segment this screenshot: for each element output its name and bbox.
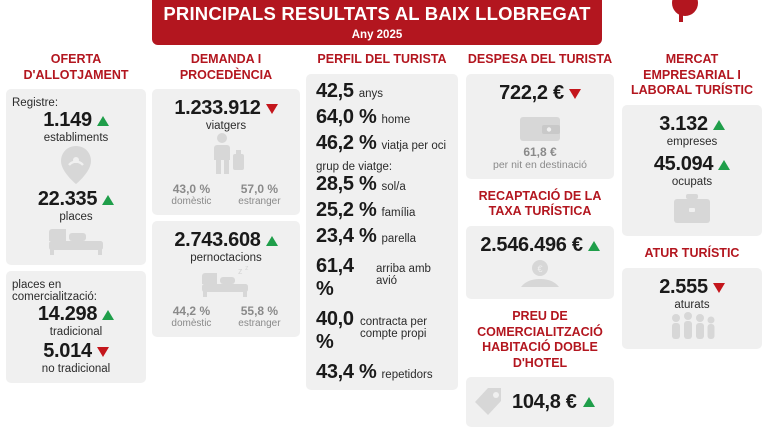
viatgers-value: 1.233.912 — [174, 97, 261, 120]
svg-text:z: z — [245, 265, 249, 273]
repetidors-unit: repetidors — [381, 368, 433, 381]
column-title-preu: PREU DE COMERCIALITZACIÓ HABITACIÓ DOBLE D'HOTEL — [477, 308, 603, 370]
registre-unit: establiments — [43, 132, 109, 145]
trend-down-icon — [266, 104, 278, 114]
column-title-taxa: RECAPTACIÓ DE LA TAXA TURÍSTICA — [478, 188, 602, 219]
empreses-value: 3.132 — [659, 112, 708, 135]
places-unit: places — [59, 211, 93, 224]
split-pct: 55,8 % — [240, 304, 279, 319]
column-despesa-turista — [466, 52, 614, 427]
avio-unit: arriba amb avió — [375, 262, 431, 288]
column-mercat-laboral — [622, 52, 762, 427]
column-title: PERFIL DEL TURISTA — [317, 52, 447, 66]
repetidors-value: 43,4 % — [316, 360, 377, 383]
edat-value: 42,5 — [316, 79, 354, 102]
trend-up-icon — [102, 195, 114, 205]
header-banner — [152, 0, 602, 45]
decorative-dot — [672, 0, 698, 16]
perfil-row — [316, 308, 448, 354]
column-title: MERCAT EMPRESARIAL I LABORAL TURÍSTIC — [631, 52, 753, 98]
avio-value: 61,4 % — [316, 254, 354, 300]
card-atur — [622, 268, 762, 349]
card-perfil — [306, 74, 458, 390]
split-pct: 57,0 % — [240, 182, 279, 197]
split-label: domèstic — [171, 196, 212, 208]
hand-coin-icon — [513, 257, 567, 291]
trend-up-icon — [718, 160, 730, 170]
edat-unit: anys — [358, 87, 384, 100]
people-group-icon — [664, 311, 720, 341]
trend-up-icon — [97, 116, 109, 126]
pernoctacions-value: 2.743.608 — [174, 229, 261, 252]
aturats-unit: aturats — [674, 298, 710, 311]
location-pin-icon — [56, 144, 96, 186]
perfil-row — [316, 132, 448, 155]
comercialitzacio-label: places en comercialització: — [12, 279, 97, 304]
despesa-value: 722,2 € — [499, 81, 564, 104]
decorative-bar — [679, 0, 683, 22]
trend-up-icon — [583, 397, 595, 407]
pernoctacions-unit: pernoctacions — [190, 252, 262, 265]
page-title: PRINCIPALS RESULTATS AL BAIX LLOBREGAT — [163, 3, 591, 25]
wallet-icon — [512, 105, 568, 145]
column-demanda-procedencia — [152, 52, 300, 427]
card-viatgers — [152, 89, 300, 215]
card-mercat — [622, 105, 762, 236]
grup-viatge-label: grup de viatge: — [316, 160, 393, 173]
preu-value: 104,8 € — [512, 390, 577, 413]
tradicional-unit: tradicional — [49, 326, 103, 339]
perfil-row — [316, 225, 448, 248]
column-title: DEMANDA I PROCEDÈNCIA — [179, 52, 273, 82]
oci-value: 46,2 % — [316, 131, 377, 154]
oci-unit: viatja per oci — [381, 139, 447, 152]
perfil-row — [316, 361, 448, 384]
empreses-unit: empreses — [666, 135, 718, 148]
registre-label: Registre: — [12, 97, 59, 110]
card-comercialitzacio — [6, 271, 146, 383]
trend-up-icon — [266, 236, 278, 246]
card-taxa — [466, 226, 614, 299]
trend-up-icon — [588, 241, 600, 251]
parella-value: 23,4 % — [316, 224, 377, 247]
viatgers-unit: viatgers — [205, 120, 247, 133]
column-title: OFERTA D'ALLOTJAMENT — [23, 52, 129, 82]
ocupats-unit: ocupats — [671, 175, 713, 188]
trend-up-icon — [713, 120, 725, 130]
trend-down-icon — [569, 89, 581, 99]
column-title: DESPESA DEL TURISTA — [467, 52, 613, 66]
card-despesa — [466, 74, 614, 179]
column-oferta-allotjament — [6, 52, 146, 427]
contracta-unit: contracta per compte propi — [359, 315, 428, 341]
split-label: domèstic — [171, 318, 212, 330]
perfil-row — [316, 255, 448, 301]
card-pernoctacions — [152, 221, 300, 337]
svg-text:z: z — [238, 266, 243, 277]
no-tradicional-unit: no tradicional — [41, 363, 111, 376]
svg-text:€: € — [537, 263, 543, 274]
trend-down-icon — [97, 347, 109, 357]
perfil-row — [316, 80, 448, 103]
traveler-icon — [206, 132, 246, 178]
split-pct: 43,0 % — [172, 182, 211, 197]
ocupats-value: 45.094 — [653, 152, 714, 175]
sola-unit: sol/a — [381, 180, 406, 193]
split-label: estranger — [238, 318, 281, 330]
viatgers-split — [158, 182, 294, 207]
aturats-value: 2.555 — [659, 275, 708, 298]
sola-value: 28,5 % — [316, 172, 377, 195]
perfil-row — [316, 173, 448, 196]
price-tag-icon — [472, 385, 506, 419]
no-tradicional-value: 5.014 — [43, 340, 92, 363]
registre-value: 1.149 — [43, 109, 92, 132]
card-registre — [6, 89, 146, 265]
contracta-value: 40,0 % — [316, 307, 354, 353]
bed-icon — [47, 223, 105, 257]
familia-unit: família — [381, 206, 416, 219]
trend-up-icon — [102, 310, 114, 320]
card-preu — [466, 377, 614, 427]
split-pct: 44,2 % — [172, 304, 211, 319]
despesa-nit-value: 61,8 € — [523, 144, 557, 159]
home-unit: home — [381, 113, 411, 126]
perfil-row — [316, 106, 448, 129]
home-value: 64,0 % — [316, 105, 377, 128]
column-perfil-turista — [306, 52, 458, 427]
places-value: 22.335 — [37, 188, 98, 211]
pernoctacions-split — [158, 304, 294, 329]
trend-down-icon — [713, 283, 725, 293]
parella-unit: parella — [381, 232, 416, 245]
tradicional-value: 14.298 — [37, 303, 98, 326]
page-subtitle: Any 2025 — [351, 28, 403, 41]
columns-container — [0, 52, 780, 427]
briefcase-icon — [666, 188, 718, 228]
familia-value: 25,2 % — [316, 198, 377, 221]
split-label: estranger — [238, 196, 281, 208]
despesa-nit-unit: per nit en destinació — [493, 158, 587, 171]
taxa-value: 2.546.496 € — [480, 233, 583, 256]
sleeping-bed-icon — [198, 264, 254, 300]
column-title-atur: ATUR TURÍSTIC — [644, 245, 740, 260]
perfil-row — [316, 199, 448, 222]
